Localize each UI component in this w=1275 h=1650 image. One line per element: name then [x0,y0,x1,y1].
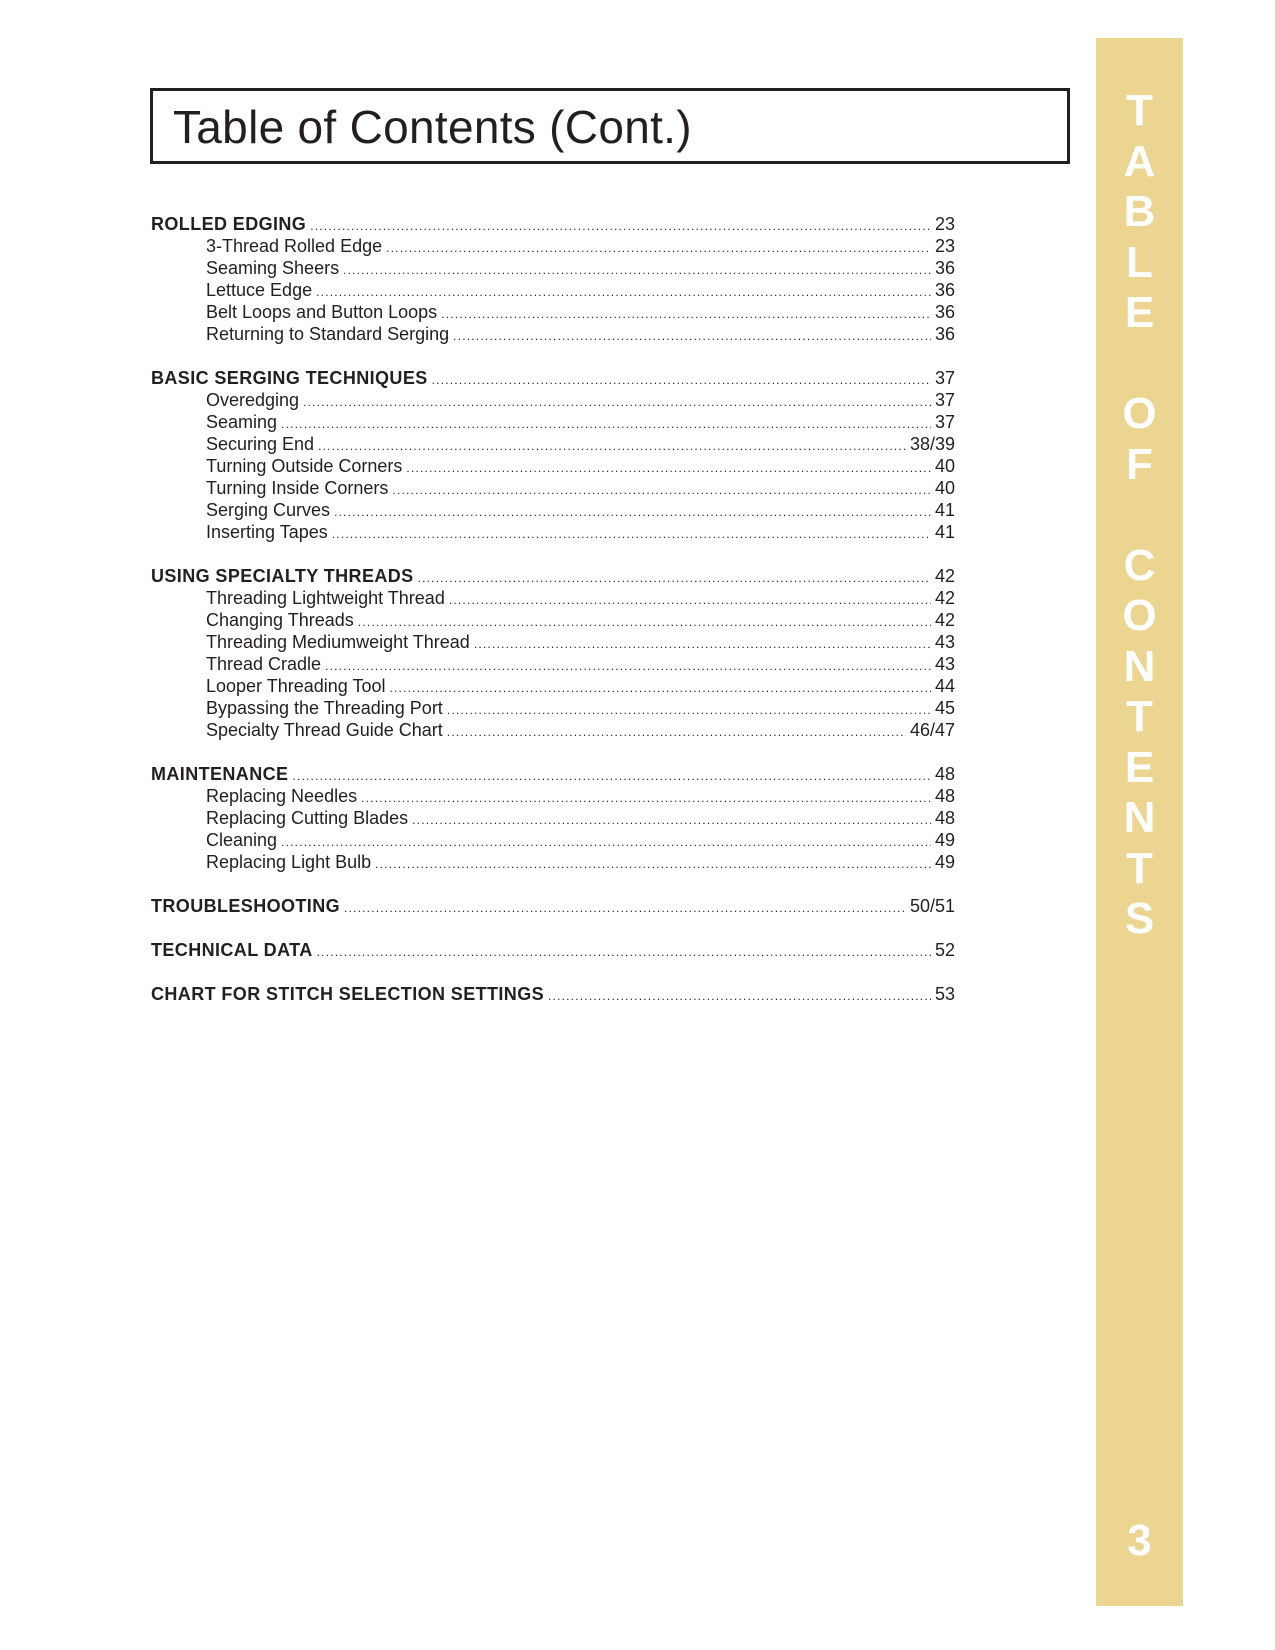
toc-entry-title: Turning Outside Corners [206,456,403,476]
toc-entry [151,389,955,411]
side-tab-letter: O [1122,591,1157,640]
toc-section [151,983,955,1005]
toc-section-heading [151,763,955,785]
toc-entry-page: 36 [934,302,955,322]
dot-leader [358,611,931,633]
toc-entry [151,609,955,631]
toc-entry-page: 43 [934,632,955,652]
toc-entry-title: Looper Threading Tool [206,676,386,696]
title-box [150,88,1070,164]
toc-entry-page: 48 [934,808,955,828]
toc-entry-title: Lettuce Edge [206,280,313,300]
side-tab-letter: E [1124,288,1155,337]
toc-entry-title: Seaming Sheers [206,258,340,278]
toc-section-heading-page: 52 [934,940,955,960]
dot-leader [447,699,931,721]
toc-entry-title: Inserting Tapes [206,522,328,542]
toc-entry [151,851,955,873]
toc-entry-title: Returning to Standard Serging [206,324,450,344]
side-tab-letter: N [1123,793,1156,842]
side-tab-letter: E [1124,742,1155,792]
side-tab-letter: T [1126,86,1153,135]
toc-entry-page: 37 [934,390,955,410]
toc-entry [151,521,955,543]
dot-leader [344,897,906,919]
toc-entry-title: Replacing Light Bulb [206,852,372,872]
toc-entry-page: 48 [934,786,955,806]
toc-entry-title: Thread Cradle [206,654,322,674]
toc-entry [151,411,955,433]
toc-section-heading [151,895,955,917]
dot-leader [334,501,931,523]
toc-entry [151,323,955,345]
toc-entry-page: 23 [934,236,955,256]
dot-leader [389,677,930,699]
toc-section-heading-page: 37 [934,368,955,388]
toc-entry-page: 36 [934,280,955,300]
dot-leader [325,655,931,677]
toc-entry-title: Overedging [206,390,300,410]
dot-leader [418,567,931,589]
dot-leader [386,237,931,259]
toc-entry-title: Threading Mediumweight Thread [206,632,470,652]
toc-entry-page: 37 [934,412,955,432]
dot-leader [432,369,931,391]
dot-leader [447,721,906,743]
toc-entry-page: 49 [934,830,955,850]
side-tab-letter: L [1126,237,1153,287]
toc-entry-page: 41 [934,522,955,542]
toc-section-heading-title: CHART FOR STITCH SELECTION SETTINGS [151,984,545,1004]
toc-entry [151,719,955,741]
toc-entry-title: Changing Threads [206,610,354,630]
dot-leader [303,391,931,413]
toc-section [151,939,955,961]
toc-entry-page: 36 [934,324,955,344]
toc-entry-page: 40 [934,478,955,498]
toc-section [151,565,955,741]
toc-entry-title: Turning Inside Corners [206,478,389,498]
toc-section-heading [151,939,955,961]
side-tab-letter: N [1123,641,1156,691]
dot-leader [441,303,931,325]
toc-entry-title: Threading Lightweight Thread [206,588,445,608]
toc-entry [151,257,955,279]
toc-section-heading-title: BASIC SERGING TECHNIQUES [151,368,428,388]
toc-entry-page: 45 [934,698,955,718]
toc-entry [151,807,955,829]
toc-entry-title: Seaming [206,412,278,432]
dot-leader [310,215,931,237]
toc-entry-page: 42 [934,610,955,630]
toc-entry-title: Specialty Thread Guide Chart [206,720,443,740]
side-tab-letter: T [1126,843,1153,893]
toc-entry-page: 44 [934,676,955,696]
toc-entry [151,301,955,323]
toc-section-heading [151,213,955,235]
toc-entry-title: 3-Thread Rolled Edge [206,236,383,256]
dot-leader [392,479,931,501]
toc-section-heading-title: TROUBLESHOOTING [151,896,340,916]
page-number: 3 [1127,1516,1152,1565]
dot-leader [361,787,931,809]
dot-leader [316,281,931,303]
dot-leader [548,985,931,1007]
dot-leader [317,941,931,963]
side-tab [1096,38,1183,1606]
toc-entry [151,235,955,257]
toc-entry-title: Belt Loops and Button Loops [206,302,438,322]
dot-leader [412,809,931,831]
side-tab-letter: A [1123,136,1156,186]
toc-entry-page: 36 [934,258,955,278]
toc-entry-title: Securing End [206,434,315,454]
toc-entry [151,631,955,653]
toc-section-heading [151,565,955,587]
toc-entry [151,499,955,521]
side-tab-label [1096,86,1183,945]
toc-entry [151,653,955,675]
toc-section-heading-page: 42 [934,566,955,586]
toc-entry [151,279,955,301]
dot-leader [332,523,931,545]
toc-entry-title: Replacing Needles [206,786,358,806]
toc-section [151,367,955,543]
side-tab-letter: T [1126,692,1153,741]
dot-leader [406,457,931,479]
side-tab-letter: C [1123,540,1156,590]
toc-entry-page: 43 [934,654,955,674]
toc-entry-page: 41 [934,500,955,520]
toc-entry [151,477,955,499]
toc-section-heading-page: 50/51 [909,896,955,916]
toc-section-heading-page: 48 [934,764,955,784]
toc-section-heading-title: USING SPECIALTY THREADS [151,566,414,586]
toc-entry-page: 42 [934,588,955,608]
side-tab-letter [1096,339,1183,390]
dot-leader [318,435,906,457]
dot-leader [449,589,931,611]
toc-entry-page: 49 [934,852,955,872]
toc-section-heading [151,367,955,389]
toc-section-heading-title: TECHNICAL DATA [151,940,313,960]
toc-section [151,895,955,917]
table-of-contents [151,213,955,1027]
side-tab-letter: B [1123,187,1156,236]
toc-entry [151,785,955,807]
side-tab-letter: F [1126,439,1153,489]
toc-entry [151,829,955,851]
toc-section [151,213,955,345]
dot-leader [343,259,931,281]
page-title: Table of Contents (Cont.) [173,101,692,153]
toc-entry [151,455,955,477]
dot-leader [453,325,931,347]
toc-entry [151,675,955,697]
side-tab-letter [1096,490,1183,541]
toc-section-heading-title: ROLLED EDGING [151,214,307,234]
side-tab-letter: O [1122,389,1157,438]
toc-entry-page: 40 [934,456,955,476]
toc-entry [151,697,955,719]
dot-leader [474,633,931,655]
toc-entry-page: 46/47 [909,720,955,740]
toc-section [151,763,955,873]
toc-entry-title: Replacing Cutting Blades [206,808,409,828]
toc-section-heading-page: 23 [934,214,955,234]
toc-entry-title: Bypassing the Threading Port [206,698,443,718]
toc-section-heading-page: 53 [934,984,955,1004]
dot-leader [281,831,931,853]
toc-entry [151,433,955,455]
toc-entry-title: Cleaning [206,830,278,850]
toc-entry [151,587,955,609]
dot-leader [375,853,931,875]
toc-entry-page: 38/39 [909,434,955,454]
dot-leader [281,413,931,435]
toc-section-heading [151,983,955,1005]
dot-leader [292,765,931,787]
toc-entry-title: Serging Curves [206,500,331,520]
side-tab-letter: S [1124,894,1155,943]
toc-section-heading-title: MAINTENANCE [151,764,289,784]
